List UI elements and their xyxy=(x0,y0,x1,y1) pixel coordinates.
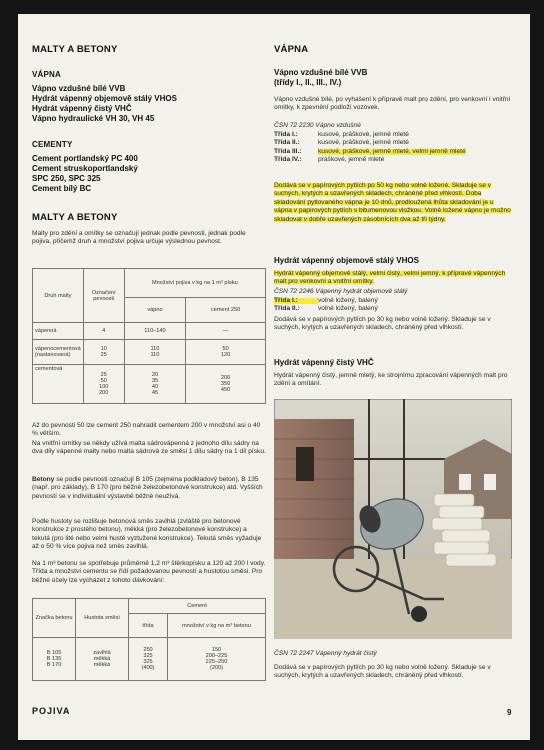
vapna-heading: VÁPNA xyxy=(274,44,309,55)
table-cell: B 105 B 135 B 170 xyxy=(33,638,76,681)
toc-item: Hydrát vápenný čistý VHČ xyxy=(32,104,132,113)
table-header: Druh malty xyxy=(33,269,84,323)
table-row xyxy=(33,365,266,404)
table-row xyxy=(33,638,266,681)
toc-item: SPC 250, SPC 325 xyxy=(32,174,101,183)
vhos-p1 xyxy=(274,270,512,287)
vhos-p2: Dodává se v papírových pytlích po 30 kg nebo volně ložený. Skladuje se v suchých, krytých a uzavřených skladech, chráněný před vlhkostí. xyxy=(274,316,491,332)
table-row xyxy=(33,340,266,365)
class-row xyxy=(274,139,512,147)
class-value: kusové, práškové, jemně mleté, velmi jemně mleté xyxy=(318,147,466,155)
footer-section-title: POJIVA xyxy=(32,706,71,716)
malty-table xyxy=(32,268,266,404)
table-header: vápno xyxy=(124,298,185,323)
vvb-subtitle: (třídy I., II., III., IV.) xyxy=(274,78,342,87)
table-cell: 20 35 40 45 xyxy=(124,365,185,404)
page-number: 9 xyxy=(507,708,512,717)
class-value: kusové, práškové, jemně mleté xyxy=(318,131,409,138)
class-label: Třída I.: xyxy=(274,297,318,305)
vhc-title: Hydrát vápenný čistý VHČ xyxy=(274,358,374,367)
table-cell: cementová xyxy=(33,365,84,404)
malty-after: Až do pevnosti 50 lze cement 250 nahradit cementem 200 v množství asi o 40 % větším. xyxy=(32,422,261,438)
class-label: Třída II.: xyxy=(274,305,300,313)
table-header: Označení pevnosti xyxy=(83,269,124,323)
vhos-classes xyxy=(274,297,512,314)
table-cell: 200 350 450 xyxy=(186,365,266,404)
class-row xyxy=(274,148,512,156)
table-cell: 4 xyxy=(83,323,124,340)
table-cell: vápenná xyxy=(33,323,84,340)
class-label: Třída III.: xyxy=(274,147,302,155)
table-cell: 110 110 xyxy=(124,340,185,365)
table-cell: 50 120 xyxy=(186,340,266,365)
class-label: Třída I.: xyxy=(274,131,298,138)
toc-item: Cement bílý BC xyxy=(32,184,92,193)
toc-vapna-heading: VÁPNA xyxy=(32,70,62,79)
book-page xyxy=(18,14,530,740)
vhos-csn: ČSN 72 2246 Vápenný hydrát objemově stálý xyxy=(274,288,408,295)
table-cell: vápenocementová (nastavovaná) xyxy=(33,340,84,365)
class-row xyxy=(274,156,512,164)
table-cell: 110–140 xyxy=(124,323,185,340)
class-row xyxy=(274,297,512,305)
table-cell: 250 325 325 (400) xyxy=(129,638,168,681)
betony-lead: Betony xyxy=(32,476,55,483)
construction-photo xyxy=(274,399,512,639)
class-value: kusové, práškové, jemně mleté xyxy=(318,139,409,147)
table-cell: 25 50 100 200 xyxy=(83,365,124,404)
toc-item: Vápno hydraulické VH 30, VH 45 xyxy=(32,114,155,123)
vvb-csn: ČSN 72 2230 Vápno vzdušné xyxy=(274,122,361,129)
class-label: Třída IV.: xyxy=(274,156,302,164)
table-header: Značka betonu xyxy=(33,599,76,638)
beton-table xyxy=(32,598,266,681)
betony-p3: Na 1 m³ betonu se spotřebuje průměrně 1,2 m³ štěrkopísku a 120 až 200 l vody. Třída a množství cementu se řídí požadovanou pevností a hustotou směsi. Pro běžné účely lze vycházet z tohoto dávkování: xyxy=(32,560,266,584)
table-cell: — xyxy=(186,323,266,340)
toc-item: Cement portlandský PC 400 xyxy=(32,154,138,163)
toc-item: Cement struskoportlandský xyxy=(32,164,138,173)
class-row xyxy=(274,305,512,313)
class-row xyxy=(274,131,512,139)
malty-intro: Malty pro zdění a omítky se označují jednak podle pevnosti, jednak podle pojiva, přičemž druh a množství pojiva určuje výslednou pevnost. xyxy=(32,230,246,246)
betony-p1 xyxy=(32,476,266,501)
vvb-p2 xyxy=(274,182,512,224)
vvb-p1: Vápno vzdušné bílé, po vyhašení k přípravě malt pro zdění, pro venkovní i vnitřní omítky, k zpevnění podloží vozovek. xyxy=(274,96,511,112)
vvb-title-text: Vápno vzdušné bílé VVB xyxy=(274,68,368,77)
toc-vapna-list xyxy=(32,84,177,124)
table-row xyxy=(33,323,266,340)
table-cell: 10 25 xyxy=(83,340,124,365)
toc-heading: MALTY A BETONY xyxy=(32,44,118,55)
table-header: množství v kg na m³ betonu xyxy=(168,614,266,638)
class-value: práškové, jemně mleté xyxy=(318,156,385,164)
class-value: volně ložený, balený xyxy=(318,297,378,304)
betony-p1-text: se podle pevnosti označují B 105 (zejména podkladový beton), B 135 (např. pro základy), B 170 (pro běžné železobetonové konstrukce) atd. Vyšších pevností se v individuální výstavbě běžně neužívá. xyxy=(32,476,263,500)
vhc-p2: Dodává se v papírových pytlích po 30 kg nebo volně ložený. Skladuje se v suchých, krytých a uzavřených skladech, chráněný před vlhkostí. xyxy=(274,664,491,680)
vhos-title: Hydrát vápenný objemově stálý VHOS xyxy=(274,256,419,265)
vhc-csn: ČSN 72 2247 Vápenný hydrát čistý xyxy=(274,650,377,657)
table-header: Hustota směsi xyxy=(76,599,129,638)
malty-after2: Na vnitřní omítky se někdy užívá malta sádrovápenná z jednoho dílu sádry na dva díly vápenné malty nebo malta sádrová ze směsi 1 dílu sádry na 1 díl písku. xyxy=(32,440,266,456)
table-cell: zavlhlá měkká měkká xyxy=(76,638,129,681)
vvb-title xyxy=(274,68,367,88)
class-value: volně ložený, balený xyxy=(318,305,378,313)
table-header: třída xyxy=(129,614,168,638)
vhos-p1-text: Hydrát vápenný objemově stálý, velmi čistý, velmi jemný, k přípravě vápenných malt pro venkovní a vnitřní omítky. xyxy=(274,270,506,286)
vhc-p1: Hydrát vápenný čistý, jemně mletý, ke strojnímu zpracování vápenných malt pro zdění a omítání. xyxy=(274,372,508,388)
vvb-classes xyxy=(274,131,512,165)
malty-heading: MALTY A BETONY xyxy=(32,212,118,223)
toc-cementy-heading: CEMENTY xyxy=(32,140,73,149)
class-label: Třída II.: xyxy=(274,139,300,147)
toc-cementy-list xyxy=(32,154,138,194)
betony-p2: Podle hustoty se rozlišuje betonová směs zavlhlá (zvláště pro betonové konstrukce z prostého betonu), měkká (pro železobetonové konstrukce) a tekutá (pro lité nebo velmi hustě vyztužené konstrukce). Tekutá směs vyžaduje až o 50 % více pojiva než směs zavlhlá. xyxy=(32,518,262,551)
toc-item: Vápno vzdušné bílé VVB xyxy=(32,84,126,93)
vvb-p2-text: Dodává se v papírových pytlích po 50 kg nebo volně ložené. Skladuje se v suchých, krytých a uzavřených skladech, chráněné před vlhkostí. Doba skladování pytlovaného vápna je 10 dnů, prodloužená lhůta skladování je u vápna v papírových pytlích s bitumenovou vložkou. Volně ložené vápno je možno skladovat v dobře uzavřených zásobnících dva až tři týdny. xyxy=(274,182,511,223)
table-cell: 150 200–225 225–250 (200) xyxy=(168,638,266,681)
toc-item: Hydrát vápenný objemově stálý VHOS xyxy=(32,94,177,103)
table-header: Množství pojiva v kg na 1 m³ písku xyxy=(124,269,265,298)
table-header: cement 250 xyxy=(186,298,266,323)
table-header: Cement xyxy=(129,599,266,614)
